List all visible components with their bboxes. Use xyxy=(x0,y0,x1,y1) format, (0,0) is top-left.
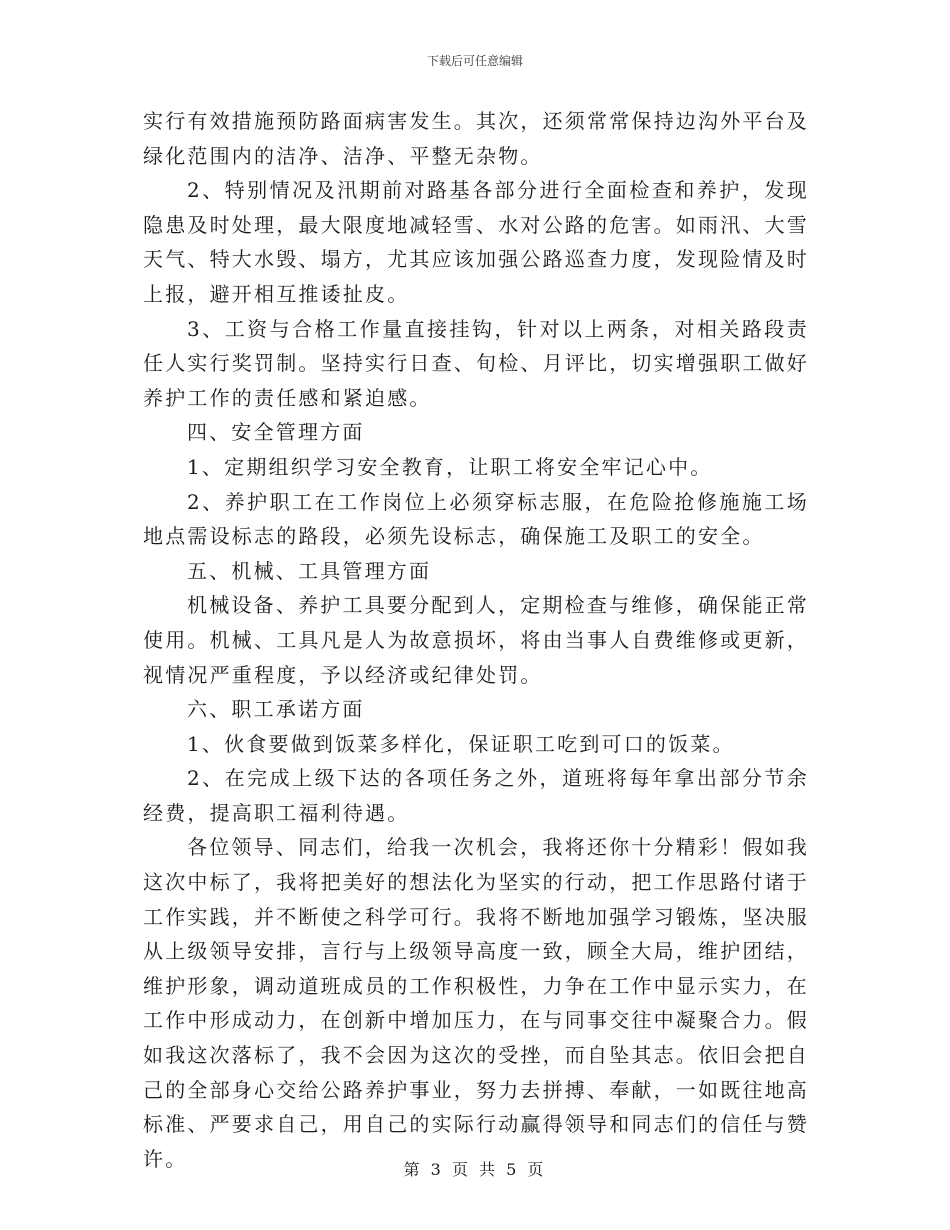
page-number: 第 3 页 共 5 页 xyxy=(403,1160,547,1179)
paragraph: 实行有效措施预防路面病害发生。其次，还须常常保持边沟外平台及绿化范围内的洁净、洁净、平整无杂物。 xyxy=(143,109,809,168)
paragraph: 2、养护职工在工作岗位上必须穿标志服，在危险抢修施施工场地点需设标志的路段，必须先设标志，确保施工及职工的安全。 xyxy=(143,489,809,549)
document-body xyxy=(143,104,809,1176)
section-heading: 五、机械、工具管理方面 xyxy=(187,558,432,583)
paragraph: 各位领导、同志们，给我一次机会，我将还你十分精彩！假如我这次中标了，我将把美好的想法化为坚实的行动，把工作思路付诸于工作实践，并不断使之科学可行。我将不断地加强学习锻炼，坚决服从上级领导安排，言行与上级领导高度一致，顾全大局，维护团结，维护形象，调动道班成员的工作积极性，力争在工作中显示实力，在工作中形成动力，在创新中增加压力，在与同事交往中凝聚合力。假如我这次落标了，我不会因为这次的受挫，而自坠其志。依旧会把自己的全部身心交给公路养护事业，努力去拼搏、奉献，一如既往地高标准、严要求自己，用自己的实际行动赢得领导和同志们的信任与赞许。 xyxy=(143,835,809,1171)
section-heading: 六、职工承诺方面 xyxy=(187,697,365,722)
paragraph: 1、定期组织学习安全教育，让职工将安全牢记心中。 xyxy=(187,454,713,479)
paragraph: 1、伙食要做到饭菜多样化，保证职工吃到可口的饭菜。 xyxy=(187,731,735,756)
page-header-note: 下载后可任意编辑 xyxy=(426,54,523,68)
section-heading: 四、安全管理方面 xyxy=(187,420,365,445)
paragraph: 3、工资与合格工作量直接挂钩，针对以上两条，对相关路段责任人实行奖罚制。坚持实行日查、旬检、月评比，切实增强职工做好养护工作的责任感和紧迫感。 xyxy=(143,316,809,410)
paragraph: 2、在完成上级下达的各项任务之外，道班将每年拿出部分节余经费，提高职工福利待遇。 xyxy=(143,766,809,825)
paragraph: 2、特别情况及汛期前对路基各部分进行全面检查和养护，发现隐患及时处理，最大限度地减轻雪、水对公路的危害。如雨汛、大雪天气、特大水毁、塌方，尤其应该加强公路巡查力度，发现险情及时上报，避开相互推诿扯皮。 xyxy=(143,178,809,306)
paragraph: 机械设备、养护工具要分配到人，定期检查与维修，确保能正常使用。机械、工具凡是人为故意损坏，将由当事人自费维修或更新，视情况严重程度，予以经济或纪律处罚。 xyxy=(143,593,809,687)
